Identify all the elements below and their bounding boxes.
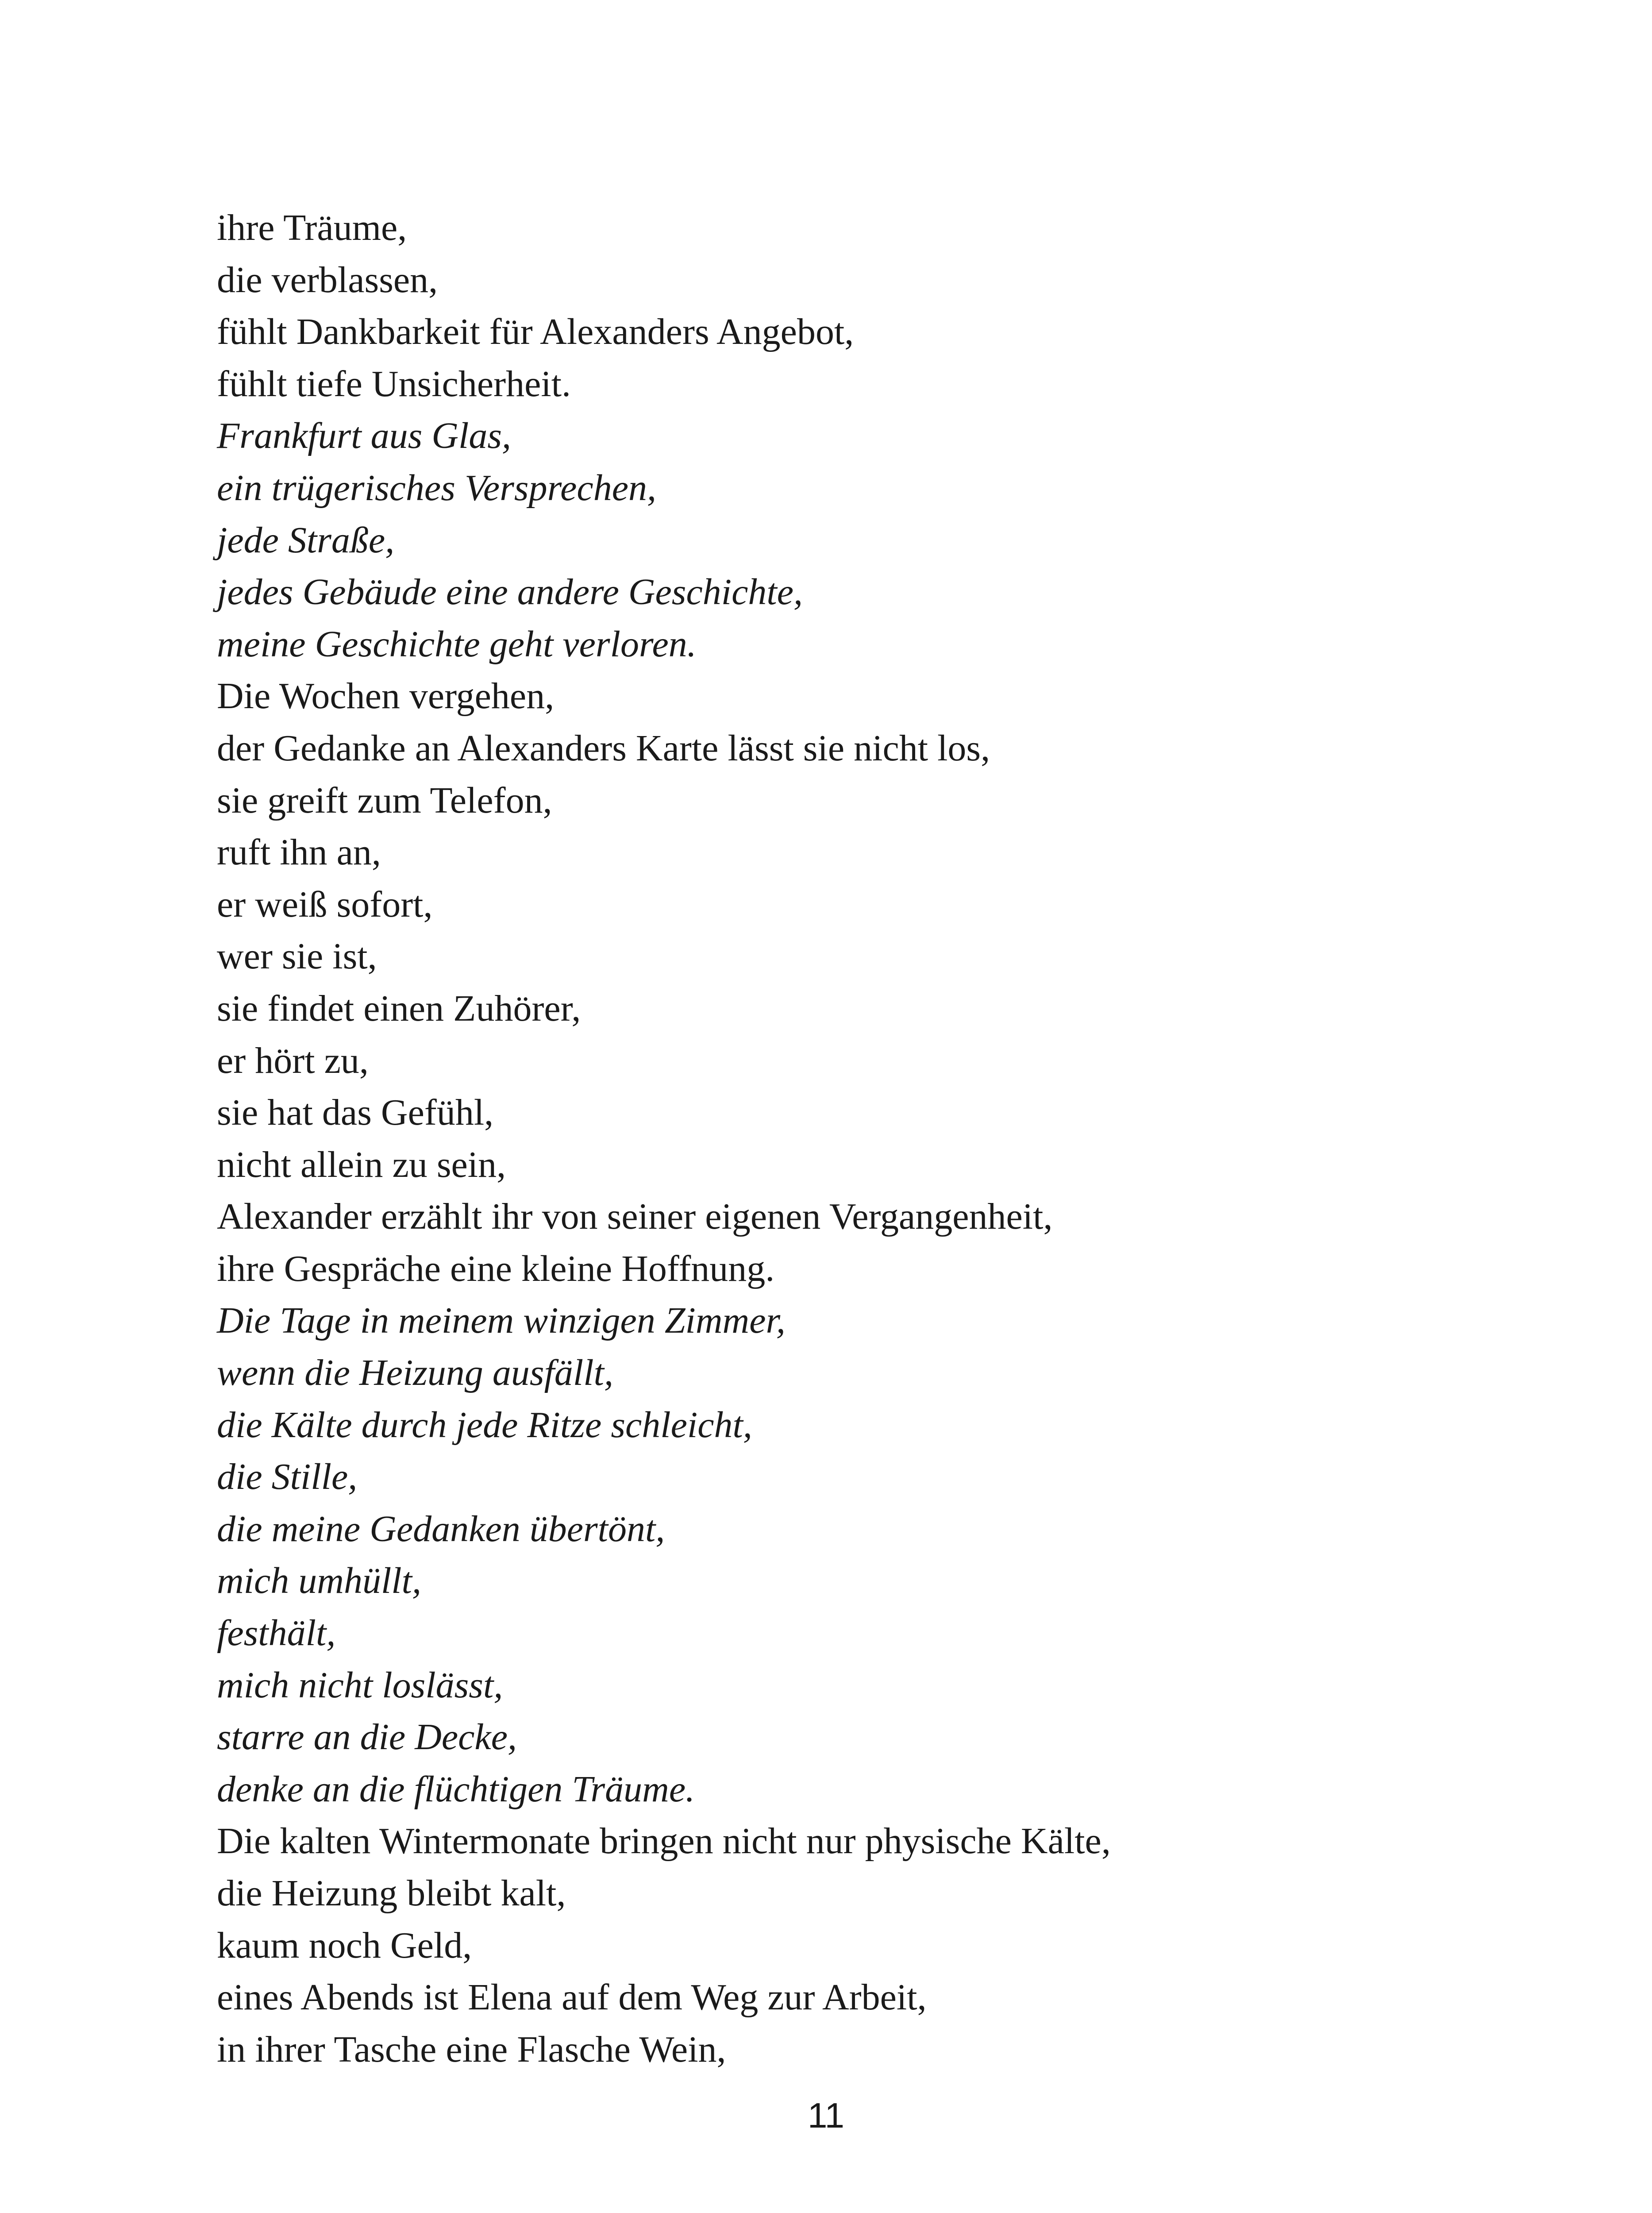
italic-text-line: starre an die Decke, bbox=[217, 1716, 517, 1758]
italic-text-line: jede Straße, bbox=[217, 519, 395, 561]
text-line: der Gedanke an Alexanders Karte lässt sie nicht los, bbox=[217, 727, 990, 769]
text-line: sie greift zum Telefon, bbox=[217, 779, 552, 821]
italic-text-line: die Stille, bbox=[217, 1456, 358, 1498]
text-line: nicht allein zu sein, bbox=[217, 1144, 506, 1185]
text-line: er hört zu, bbox=[217, 1040, 369, 1081]
italic-text-line: festhält, bbox=[217, 1612, 336, 1654]
text-line: ruft ihn an, bbox=[217, 832, 381, 873]
italic-text-line: mich umhüllt, bbox=[217, 1560, 421, 1602]
page-number: 11 bbox=[807, 2096, 845, 2135]
italic-text-line: wenn die Heizung ausfällt, bbox=[217, 1352, 613, 1394]
italic-text-line: die Kälte durch jede Ritze schleicht, bbox=[217, 1404, 752, 1446]
italic-text-line: denke an die flüchtigen Träume. bbox=[217, 1768, 695, 1810]
text-line: Alexander erzählt ihr von seiner eigenen Vergangenheit, bbox=[217, 1196, 1053, 1238]
italic-text-line: Frankfurt aus Glas, bbox=[217, 415, 512, 457]
text-line: wer sie ist, bbox=[217, 936, 377, 977]
text-line: fühlt tiefe Unsicherheit. bbox=[217, 363, 571, 405]
poem-text-block bbox=[217, 202, 1544, 2075]
italic-text-line: ein trügerisches Versprechen, bbox=[217, 467, 656, 509]
italic-text-line: jedes Gebäude eine andere Geschichte, bbox=[217, 571, 803, 613]
text-line: sie findet einen Zuhörer, bbox=[217, 987, 581, 1029]
italic-text-line: mich nicht loslässt, bbox=[217, 1664, 503, 1706]
text-line: die verblassen, bbox=[217, 259, 438, 301]
text-line: er weiß sofort, bbox=[217, 883, 433, 925]
text-line: kaum noch Geld, bbox=[217, 1924, 472, 1966]
text-line: fühlt Dankbarkeit für Alexanders Angebot, bbox=[217, 311, 854, 353]
text-line: Die Wochen vergehen, bbox=[217, 675, 555, 717]
text-line: Die kalten Wintermonate bringen nicht nur physische Kälte, bbox=[217, 1820, 1111, 1862]
text-line: ihre Gespräche eine kleine Hoffnung. bbox=[217, 1248, 775, 1289]
text-line: eines Abends ist Elena auf dem Weg zur Arbeit, bbox=[217, 1977, 927, 2018]
italic-text-line: meine Geschichte geht verloren. bbox=[217, 623, 697, 665]
text-line: ihre Träume, bbox=[217, 207, 407, 248]
text-line: in ihrer Tasche eine Flasche Wein, bbox=[217, 2028, 726, 2070]
italic-text-line: die meine Gedanken übertönt, bbox=[217, 1508, 665, 1550]
text-line: die Heizung bleibt kalt, bbox=[217, 1873, 566, 1914]
italic-text-line: Die Tage in meinem winzigen Zimmer, bbox=[217, 1300, 786, 1342]
text-line: sie hat das Gefühl, bbox=[217, 1092, 494, 1133]
